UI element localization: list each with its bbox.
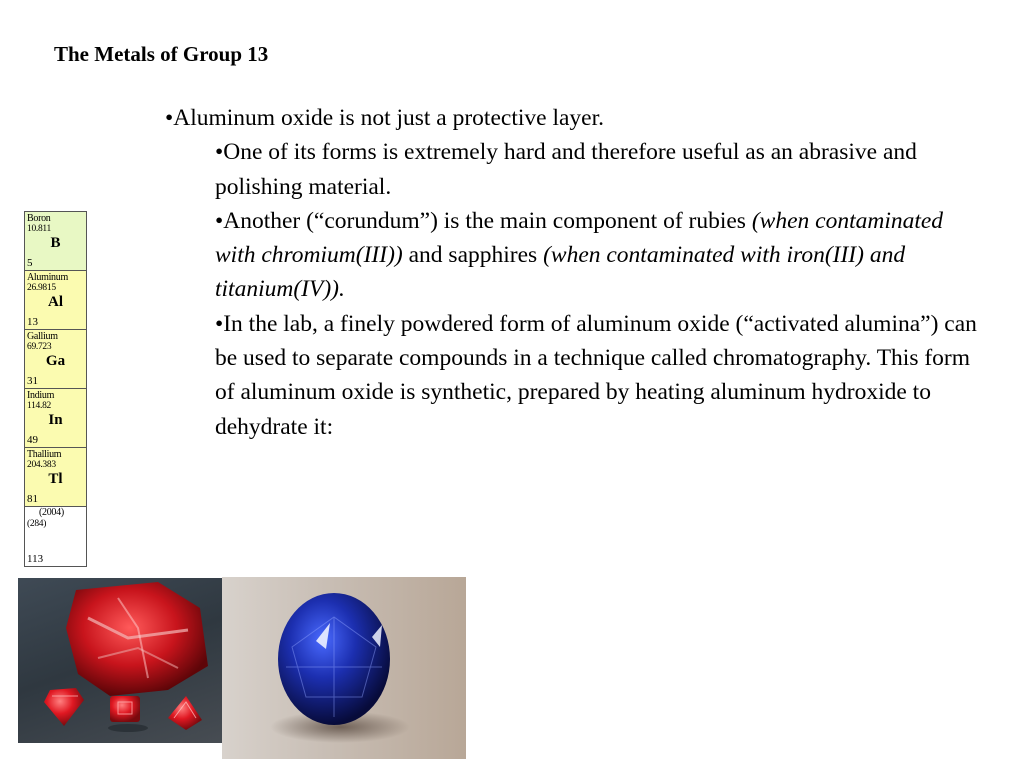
element-name: Boron <box>27 213 51 224</box>
element-symbol: Al <box>48 294 63 310</box>
element-symbol: In <box>48 412 63 428</box>
element-name: Thallium <box>27 449 62 460</box>
sapphire-note: (when contaminated with iron(III) and titanium(IV)). <box>215 242 906 303</box>
element-weight: 114.82 <box>27 401 51 411</box>
sub-bullet-abrasive: •One of its forms is extremely hard and therefore useful as an abrasive and polishing material. <box>215 139 917 200</box>
element-name: Aluminum <box>27 272 68 283</box>
element-cell-boron <box>25 212 86 271</box>
sub-bullet-corundum <box>215 204 985 307</box>
element-number: 13 <box>27 316 38 328</box>
sapphire-illustration <box>222 577 466 759</box>
sub-bullet-activated-alumina: •In the lab, a finely powdered form of aluminum oxide (“activated alumina”) can be used to separate compounds in a technique called chromatography. This form of aluminum oxide is synthetic, prepared by heating aluminum hydroxide to dehydrate it: <box>215 310 977 440</box>
element-name: Gallium <box>27 331 58 342</box>
element-symbol: Tl <box>48 471 63 487</box>
ruby-note: (when contaminated with chromium(III)) <box>215 207 944 269</box>
element-number: 49 <box>27 434 38 446</box>
element-weight: 26.9815 <box>27 283 56 293</box>
element-cell-thallium <box>25 448 86 507</box>
element-cell-gallium <box>25 330 86 389</box>
element-name: (2004) <box>39 507 64 518</box>
element-number: 5 <box>27 257 33 269</box>
element-cell-113 <box>25 507 86 567</box>
element-cell-aluminum <box>25 271 86 330</box>
slide-body <box>165 101 985 444</box>
element-number: 31 <box>27 375 38 387</box>
element-number: 81 <box>27 493 38 505</box>
corundum-text: •Another (“corundum”) is the main component of rubies <box>215 207 752 234</box>
element-number: 113 <box>27 553 44 565</box>
element-weight: 69.723 <box>27 342 52 352</box>
element-name: Indium <box>27 390 55 401</box>
sapphire-text: and sapphires <box>402 242 544 269</box>
element-weight: 204.383 <box>27 460 56 470</box>
periodic-table-group-13 <box>24 211 87 567</box>
bullet-aluminum-oxide: •Aluminum oxide is not just a protective layer. <box>165 105 604 131</box>
element-symbol: Ga <box>45 353 66 369</box>
element-weight: (284) <box>27 519 47 529</box>
blue-sapphire-photo <box>222 577 466 759</box>
element-weight: 10.811 <box>27 224 51 234</box>
element-symbol: B <box>50 235 61 251</box>
slide-title: The Metals of Group 13 <box>54 42 269 66</box>
element-cell-indium <box>25 389 86 448</box>
